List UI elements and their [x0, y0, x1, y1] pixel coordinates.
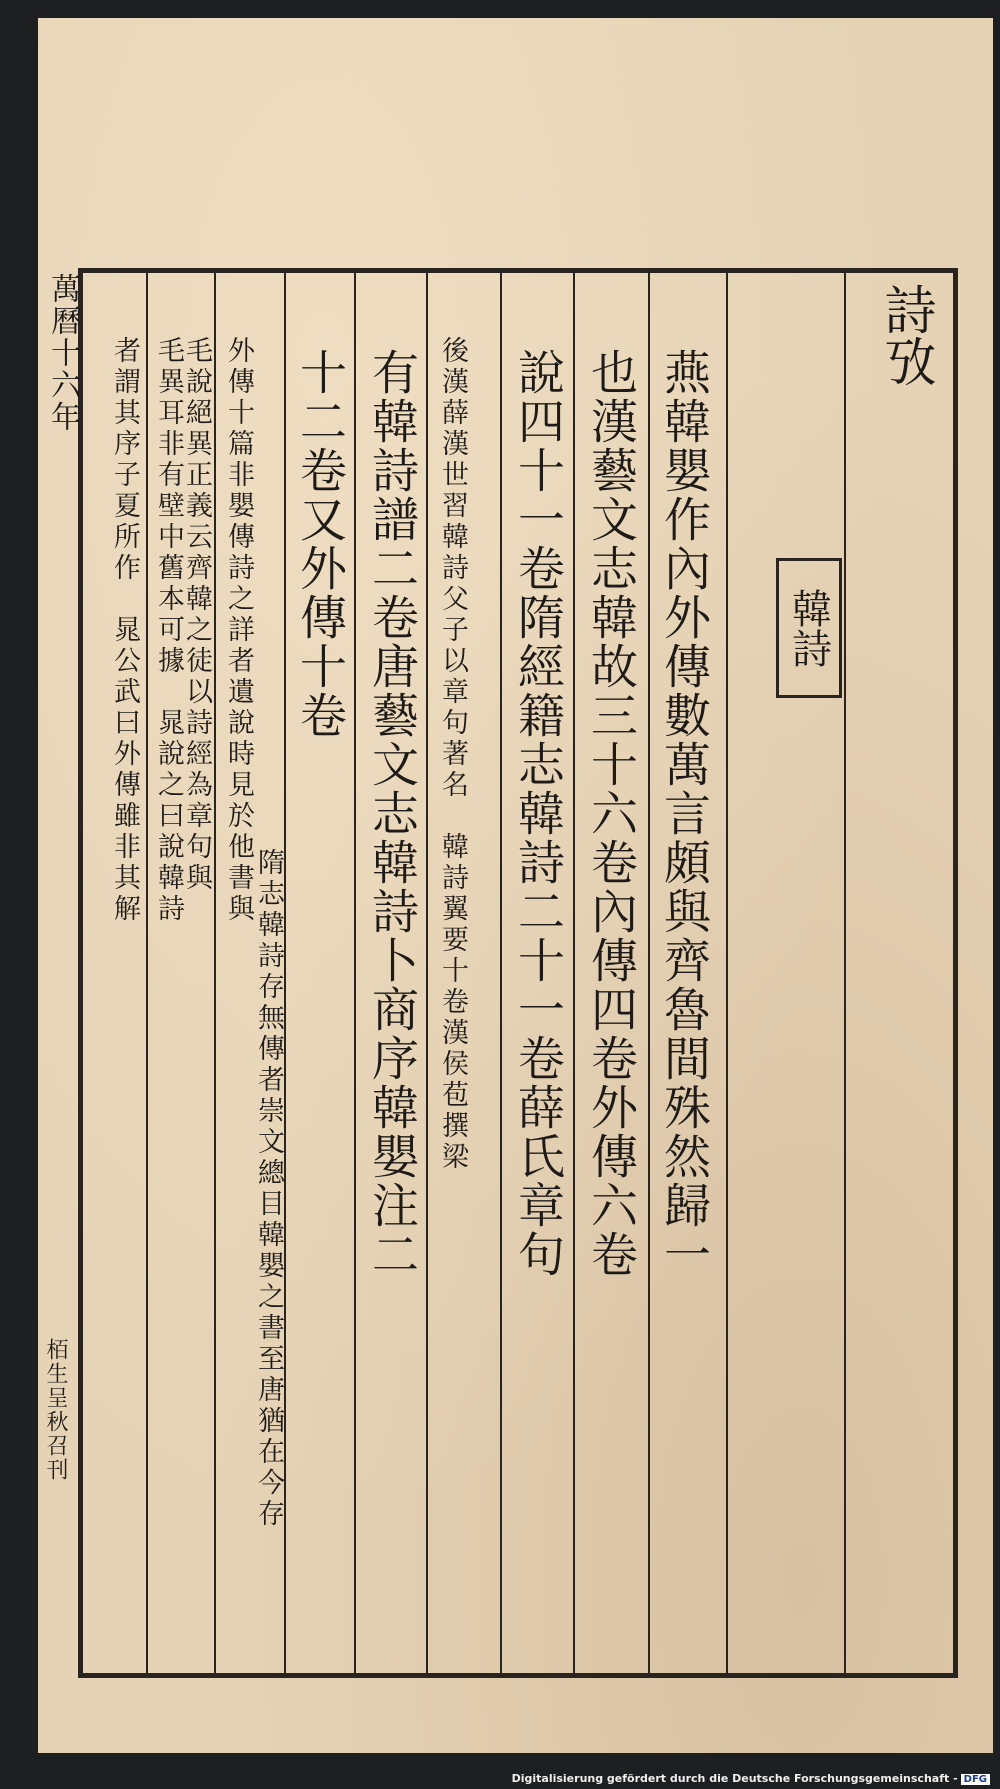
text-column-3: 說四十一卷隋經籍志韓詩二十一卷薛氏章句: [510, 348, 565, 1279]
column-rule: [146, 273, 148, 1673]
column-rule: [214, 273, 216, 1673]
column-rule: [844, 273, 846, 1673]
column-rule: [726, 273, 728, 1673]
margin-date: 萬曆十六年: [45, 273, 80, 433]
note-column-4: 毛異耳非有壁中舊本可據 晁說之曰說韓詩: [153, 336, 184, 925]
text-column-6: 十二卷又外傳十卷: [292, 348, 347, 740]
text-column-5: 有韓詩譜二卷唐藝文志韓詩卜商序韓嬰注二: [364, 348, 419, 1279]
column-rule: [284, 273, 286, 1673]
note-column-5: 者謂其序子夏所作 晁公武曰外傳雖非其解: [109, 336, 140, 925]
margin-publisher: 栢生呈秋召刊: [43, 1338, 68, 1482]
section-label: 韓詩: [785, 588, 832, 668]
note-column-3: 毛說絕異正義云齊韓之徒以詩經為章句與: [181, 336, 212, 894]
book-page: [38, 18, 993, 1753]
book-title: 詩攷: [875, 283, 935, 387]
digitization-credit: [512, 1772, 990, 1785]
column-rule: [426, 273, 428, 1673]
note-column-1: 隋志韓詩存無傳者崇文總目韓嬰之書至唐猶在今存: [253, 848, 284, 1530]
section-label-box: [776, 558, 842, 698]
dfg-logo: DFG: [961, 1774, 990, 1785]
column-rule: [648, 273, 650, 1673]
column-rule: [354, 273, 356, 1673]
text-column-2: 也漢藝文志韓故三十六卷內傳四卷外傳六卷: [583, 348, 638, 1279]
note-column-2: 外傳十篇非嬰傳詩之詳者遺說時見於他書與: [223, 336, 254, 925]
column-rule: [573, 273, 575, 1673]
credit-text: Digitalisierung gefördert durch die Deutsche Forschungsgemeinschaft -: [511, 1772, 958, 1785]
column-rule: [500, 273, 502, 1673]
text-column-1: 燕韓嬰作內外傳數萬言頗與齊魯間殊然歸一: [656, 348, 711, 1279]
text-column-4: 後漢薛漢世習韓詩父子以章句著名 韓詩翼要十卷漢侯苞撰梁: [437, 336, 468, 1173]
